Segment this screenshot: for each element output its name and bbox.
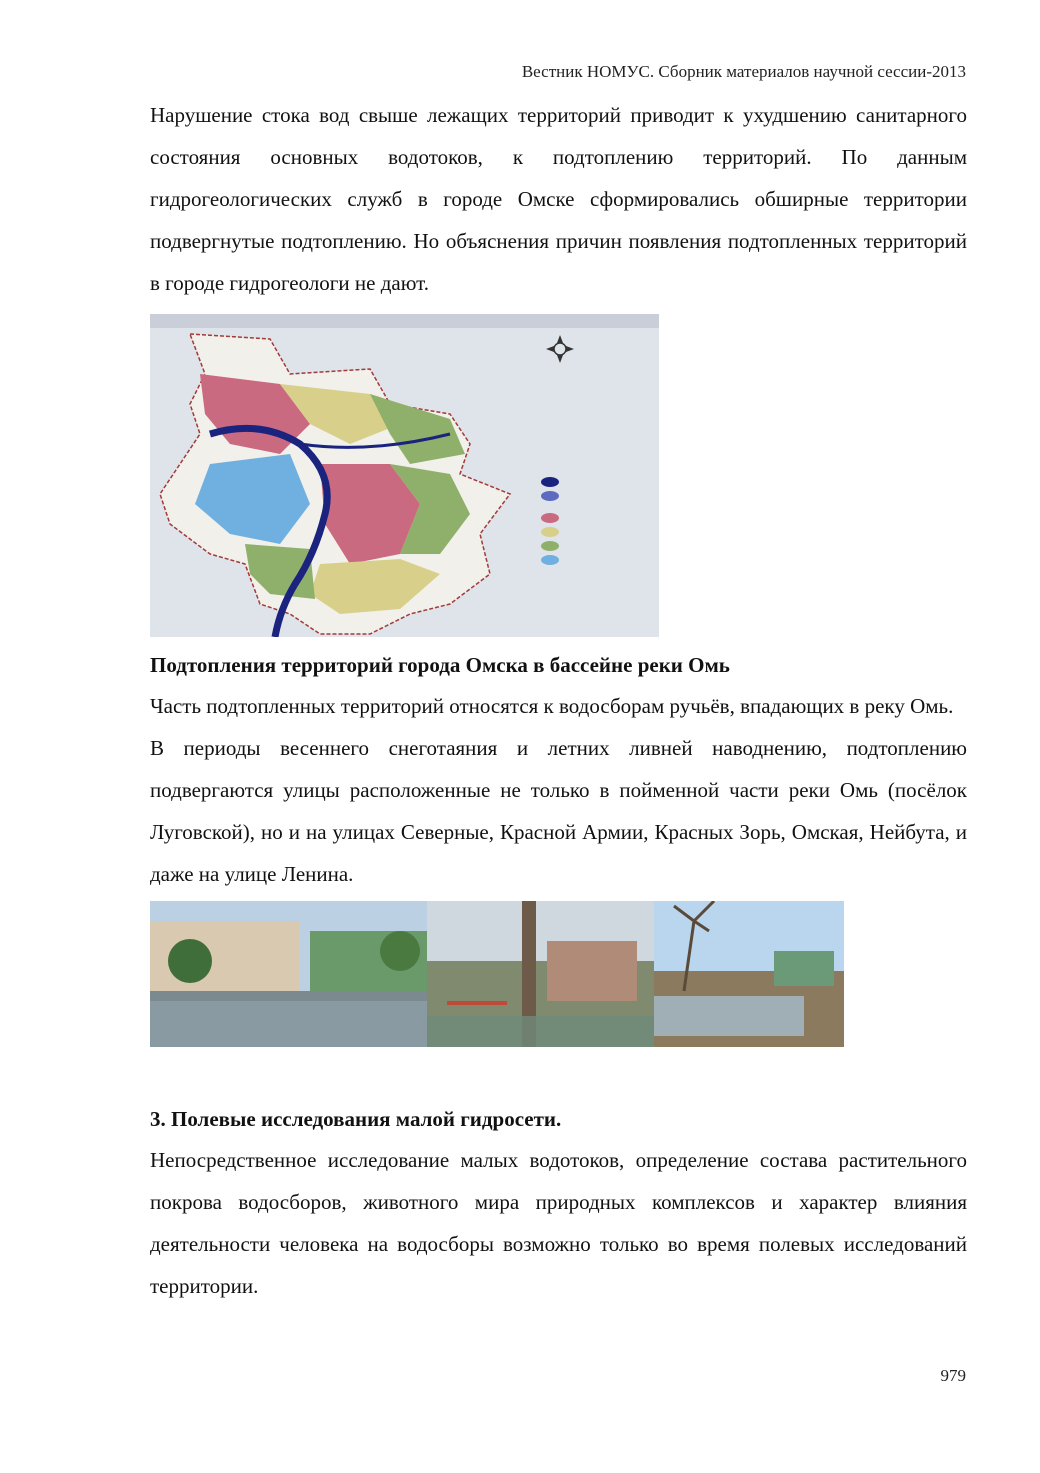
paragraph-intro: Нарушение стока вод свыше лежащих территорий приводит к ухудшению санитарного состояния основных водотоков, к подтоплению территорий. По данным гидрогеологических служб в городе Омске сформировались обширные территории подвергнутые подтоплению. Но объяснения причин появления подтопленных территорий в городе гидрогеологи не дают. [150, 103, 967, 295]
spacer [150, 1047, 967, 1099]
figure-caption: Подтопления территорий города Омска в бассейне реки Омь [150, 653, 730, 677]
paragraph-field-research: Непосредственное исследование малых водотоков, определение состава растительного покрова водосборов, животного мира природных комплексов и характер влияния деятельности человека на водосборы возможно только во время полевых исследований территории. [150, 1148, 967, 1298]
map-illustration [150, 314, 659, 637]
photo-flooded-road [654, 901, 844, 1047]
groundwater-depth-map [150, 314, 659, 637]
paragraph-flooding: В периоды весеннего снеготаяния и летних ливней наводнению, подтоплению подвергаются улицы расположенные не только в пойменной части реки Омь (посёлок Луговской), но и на улицах Северные, Красной Армии, Красных Зорь, Омская, Нейбута, и даже на улице Ленина. [150, 736, 967, 886]
running-header: Вестник НОМУС. Сборник материалов научной сессии-2013 [521, 62, 966, 81]
photo-flooded-street [150, 901, 427, 1047]
flood-photos [150, 901, 844, 1047]
page-content [150, 94, 967, 1307]
page-number: 979 [940, 1366, 966, 1385]
photo-flooded-yard [427, 901, 654, 1047]
section-heading: 3. Полевые исследования малой гидросети. [150, 1107, 562, 1131]
paragraph-watersheds: Часть подтопленных территорий относятся к водосборам ручьёв, впадающих в реку Омь. [150, 694, 954, 718]
